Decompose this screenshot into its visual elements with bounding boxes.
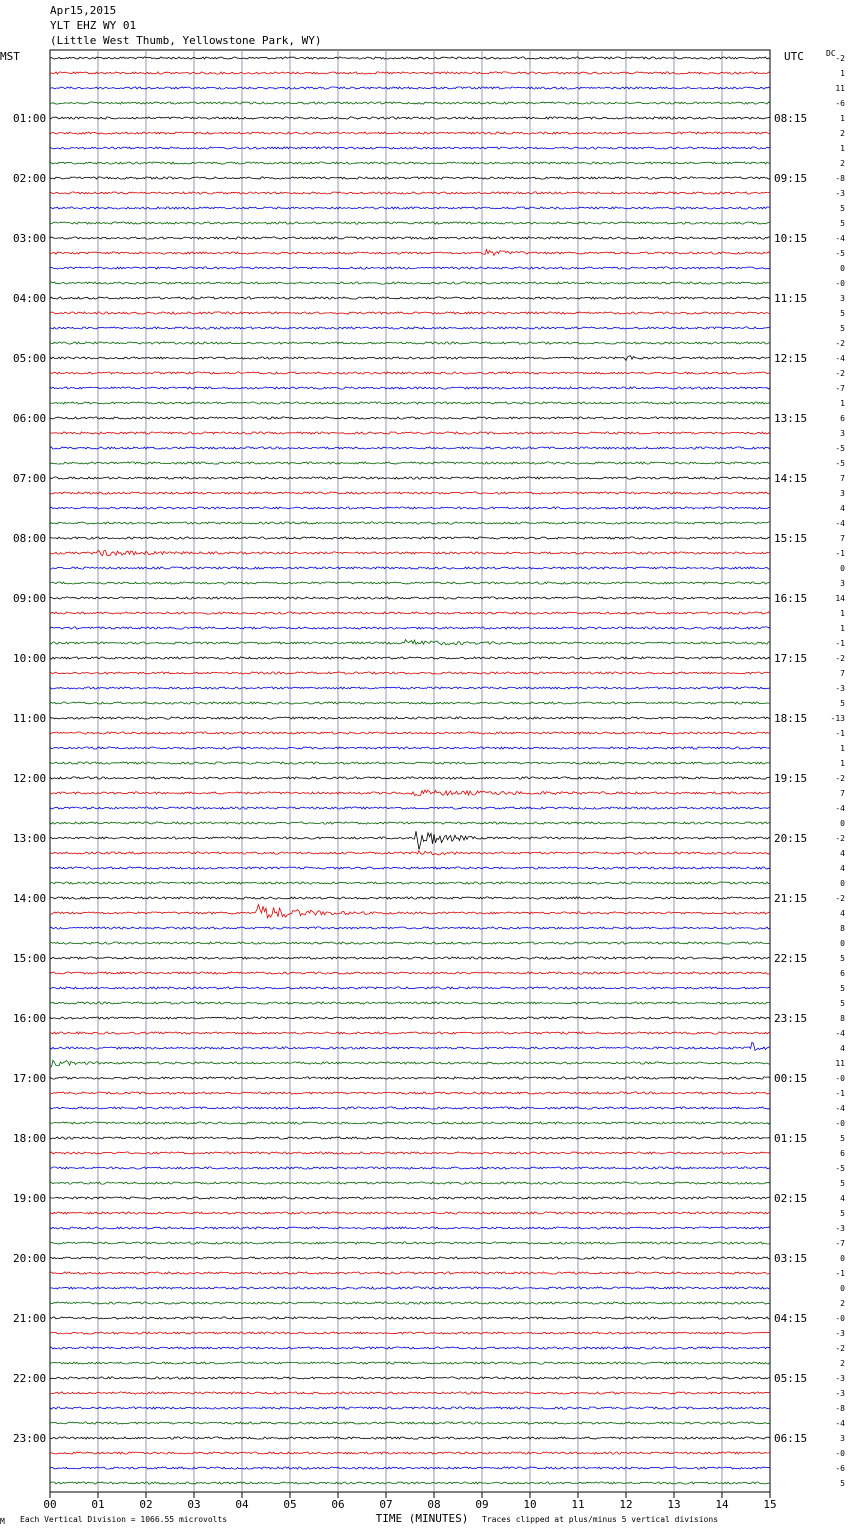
dc-offset-label: -6 xyxy=(835,99,845,108)
trace-12 xyxy=(50,237,770,239)
trace-51 xyxy=(50,822,770,824)
x-tick-label: 09 xyxy=(475,1498,489,1511)
dc-offset-label: 4 xyxy=(840,504,845,513)
mst-zone-label: MST xyxy=(0,50,20,63)
utc-zone-label: UTC xyxy=(784,50,804,63)
mst-hour-label: 21:00 xyxy=(13,1312,47,1325)
station-location: (Little West Thumb, Yellowstone Park, WY) xyxy=(50,34,322,47)
dc-offset-label: 5 xyxy=(840,1209,845,1218)
trace-44 xyxy=(50,717,770,719)
trace-7 xyxy=(50,162,770,164)
trace-90 xyxy=(50,1407,770,1409)
dc-offset-label: -7 xyxy=(835,1239,845,1248)
mst-hour-label: 19:00 xyxy=(13,1192,47,1205)
mst-hour-labels xyxy=(13,112,46,1445)
trace-43 xyxy=(50,702,770,704)
utc-hour-label: 15:15 xyxy=(774,532,808,545)
dc-offset-label: -2 xyxy=(835,1344,845,1353)
trace-85 xyxy=(50,1332,770,1334)
mst-hour-label: 06:00 xyxy=(13,412,47,425)
corner-mark: M xyxy=(0,1517,5,1526)
mst-hour-label: 23:00 xyxy=(13,1432,47,1445)
trace-60 xyxy=(50,957,770,959)
trace-34 xyxy=(50,567,770,569)
trace-18 xyxy=(50,327,770,329)
dc-offset-label: 0 xyxy=(840,819,845,828)
utc-hour-label: 17:15 xyxy=(774,652,808,665)
mst-hour-label: 02:00 xyxy=(13,172,47,185)
dc-offset-label: -1 xyxy=(835,639,845,648)
seismic-traces xyxy=(50,57,770,1484)
utc-hour-label: 05:15 xyxy=(774,1372,808,1385)
dc-offset-label: 5 xyxy=(840,984,845,993)
dc-offset-label: -1 xyxy=(835,1269,845,1278)
trace-82 xyxy=(50,1287,770,1289)
trace-87 xyxy=(50,1362,770,1364)
trace-1 xyxy=(50,72,770,74)
dc-offset-label: -8 xyxy=(835,1404,845,1413)
trace-69 xyxy=(50,1092,770,1094)
dc-offset-label: 4 xyxy=(840,1044,845,1053)
trace-15 xyxy=(50,282,770,284)
dc-offset-label: 2 xyxy=(840,1359,845,1368)
dc-offset-label: 5 xyxy=(840,204,845,213)
dc-offset-label: 0 xyxy=(840,1254,845,1263)
trace-27 xyxy=(50,462,770,464)
trace-38 xyxy=(50,627,770,629)
trace-61 xyxy=(50,972,770,974)
utc-hour-label: 23:15 xyxy=(774,1012,808,1025)
trace-50 xyxy=(50,807,770,809)
utc-hour-label: 19:15 xyxy=(774,772,808,785)
plot-grid xyxy=(50,50,770,1492)
trace-26 xyxy=(50,447,770,449)
x-tick-label: 14 xyxy=(715,1498,729,1511)
dc-offset-label: 1 xyxy=(840,759,845,768)
trace-11 xyxy=(50,222,770,224)
dc-offset-label: 1 xyxy=(840,114,845,123)
dc-offset-label: 1 xyxy=(840,399,845,408)
dc-offset-label: -4 xyxy=(835,1104,845,1113)
dc-offset-label: -3 xyxy=(835,1224,845,1233)
utc-hour-label: 08:15 xyxy=(774,112,808,125)
dc-offset-label: 5 xyxy=(840,1179,845,1188)
mst-hour-label: 09:00 xyxy=(13,592,47,605)
trace-21 xyxy=(50,372,770,374)
trace-55 xyxy=(50,882,770,884)
trace-13 xyxy=(50,250,770,256)
trace-5 xyxy=(50,132,770,134)
x-tick-label: 06 xyxy=(331,1498,345,1511)
trace-0 xyxy=(50,57,770,59)
dc-offset-label: 3 xyxy=(840,489,845,498)
trace-42 xyxy=(50,687,770,689)
x-tick-label: 03 xyxy=(187,1498,201,1511)
mst-hour-label: 01:00 xyxy=(13,112,47,125)
dc-offset-label: 2 xyxy=(840,1299,845,1308)
mst-hour-label: 17:00 xyxy=(13,1072,47,1085)
mst-hour-label: 11:00 xyxy=(13,712,47,725)
trace-49 xyxy=(50,790,770,795)
dc-offset-label: 4 xyxy=(840,1194,845,1203)
dc-offset-label: -4 xyxy=(835,804,845,813)
trace-45 xyxy=(50,732,770,734)
dc-offset-label: -5 xyxy=(835,459,845,468)
dc-offset-label: 0 xyxy=(840,879,845,888)
x-tick-label: 05 xyxy=(283,1498,297,1511)
trace-76 xyxy=(50,1197,770,1199)
trace-20 xyxy=(50,356,770,361)
trace-80 xyxy=(50,1257,770,1259)
trace-14 xyxy=(50,267,770,269)
plot-date: Apr15,2015 xyxy=(50,4,117,17)
x-tick-label: 11 xyxy=(571,1498,585,1511)
dc-offset-label: -4 xyxy=(835,354,845,363)
dc-offset-label: -1 xyxy=(835,1089,845,1098)
trace-65 xyxy=(50,1032,770,1034)
dc-offset-label: 3 xyxy=(840,1434,845,1443)
dc-offset-label: -3 xyxy=(835,684,845,693)
trace-36 xyxy=(50,597,770,599)
trace-40 xyxy=(50,657,770,659)
trace-25 xyxy=(50,432,770,434)
utc-hour-label: 04:15 xyxy=(774,1312,808,1325)
dc-offset-label: 8 xyxy=(840,1014,845,1023)
x-tick-label: 10 xyxy=(523,1498,537,1511)
clip-note: Traces clipped at plus/minus 5 vertical divisions xyxy=(482,1515,719,1524)
dc-offset-label: -5 xyxy=(835,249,845,258)
trace-6 xyxy=(50,147,770,149)
dc-offset-label: 1 xyxy=(840,144,845,153)
dc-offset-label: 0 xyxy=(840,1284,845,1293)
dc-offset-label: 5 xyxy=(840,1479,845,1488)
trace-72 xyxy=(50,1137,770,1139)
utc-hour-label: 03:15 xyxy=(774,1252,808,1265)
dc-offset-label: 2 xyxy=(840,129,845,138)
trace-79 xyxy=(50,1242,770,1244)
dc-offset-label: 11 xyxy=(835,84,845,93)
dc-offset-label: -4 xyxy=(835,234,845,243)
trace-81 xyxy=(50,1272,770,1274)
trace-95 xyxy=(50,1482,770,1484)
trace-70 xyxy=(50,1107,770,1109)
trace-68 xyxy=(50,1077,770,1079)
mst-hour-label: 12:00 xyxy=(13,772,47,785)
mst-hour-label: 10:00 xyxy=(13,652,47,665)
dc-offset-label: -0 xyxy=(835,1314,845,1323)
trace-63 xyxy=(50,1002,770,1004)
trace-37 xyxy=(50,612,770,614)
dc-offset-label: 6 xyxy=(840,414,845,423)
trace-89 xyxy=(50,1392,770,1394)
mst-hour-label: 22:00 xyxy=(13,1372,47,1385)
trace-22 xyxy=(50,387,770,389)
trace-2 xyxy=(50,87,770,89)
trace-92 xyxy=(50,1437,770,1439)
trace-48 xyxy=(50,777,770,779)
dc-offset-label: 3 xyxy=(840,579,845,588)
dc-offset-label: -0 xyxy=(835,279,845,288)
dc-offset-label: 5 xyxy=(840,324,845,333)
dc-offset-label: -0 xyxy=(835,1074,845,1083)
dc-offset-label: 5 xyxy=(840,699,845,708)
trace-84 xyxy=(50,1317,770,1319)
mst-hour-label: 20:00 xyxy=(13,1252,47,1265)
dc-offset-label: 4 xyxy=(840,909,845,918)
dc-offset-label: 2 xyxy=(840,159,845,168)
dc-offset-label: -1 xyxy=(835,549,845,558)
dc-offset-label: -2 xyxy=(835,774,845,783)
trace-41 xyxy=(50,672,770,674)
dc-offset-label: 5 xyxy=(840,954,845,963)
trace-8 xyxy=(50,177,770,179)
dc-offset-label: -6 xyxy=(835,1464,845,1473)
mst-hour-label: 18:00 xyxy=(13,1132,47,1145)
trace-58 xyxy=(50,927,770,929)
dc-offset-labels xyxy=(831,54,846,1488)
dc-offset-label: -8 xyxy=(835,174,845,183)
dc-offset-label: 1 xyxy=(840,624,845,633)
trace-64 xyxy=(50,1017,770,1019)
dc-offset-label: 11 xyxy=(835,1059,845,1068)
dc-offset-label: 0 xyxy=(840,264,845,273)
mst-hour-label: 04:00 xyxy=(13,292,47,305)
utc-hour-label: 21:15 xyxy=(774,892,808,905)
x-tick-label: 12 xyxy=(619,1498,633,1511)
mst-hour-label: 14:00 xyxy=(13,892,47,905)
dc-offset-label: 5 xyxy=(840,309,845,318)
dc-offset-label: 8 xyxy=(840,924,845,933)
trace-23 xyxy=(50,402,770,404)
dc-offset-label: -3 xyxy=(835,1374,845,1383)
trace-73 xyxy=(50,1152,770,1154)
trace-39 xyxy=(50,640,770,645)
dc-offset-label: -2 xyxy=(835,654,845,663)
dc-offset-label: 14 xyxy=(835,594,845,603)
trace-31 xyxy=(50,522,770,524)
trace-57 xyxy=(50,905,770,918)
x-tick-label: 02 xyxy=(139,1498,153,1511)
trace-9 xyxy=(50,192,770,194)
dc-offset-label: -3 xyxy=(835,189,845,198)
utc-hour-label: 20:15 xyxy=(774,832,808,845)
trace-56 xyxy=(50,897,770,899)
trace-93 xyxy=(50,1452,770,1454)
trace-53 xyxy=(50,851,770,855)
utc-hour-label: 02:15 xyxy=(774,1192,808,1205)
trace-77 xyxy=(50,1212,770,1214)
utc-hour-label: 10:15 xyxy=(774,232,808,245)
utc-hour-label: 18:15 xyxy=(774,712,808,725)
utc-hour-label: 11:15 xyxy=(774,292,808,305)
dc-offset-label: 5 xyxy=(840,999,845,1008)
dc-offset-label: -13 xyxy=(830,714,845,723)
dc-offset-label: -2 xyxy=(835,894,845,903)
dc-offset-label: 6 xyxy=(840,969,845,978)
utc-hour-label: 22:15 xyxy=(774,952,808,965)
trace-24 xyxy=(50,417,770,419)
dc-offset-label: 7 xyxy=(840,534,845,543)
dc-offset-label: 7 xyxy=(840,474,845,483)
mst-hour-label: 05:00 xyxy=(13,352,47,365)
x-axis-ticks xyxy=(43,1492,776,1511)
scale-note: Each Vertical Division = 1066.55 microvolts xyxy=(20,1515,228,1524)
trace-59 xyxy=(50,942,770,944)
trace-47 xyxy=(50,762,770,764)
x-tick-label: 04 xyxy=(235,1498,249,1511)
utc-hour-label: 12:15 xyxy=(774,352,808,365)
trace-91 xyxy=(50,1422,770,1424)
trace-74 xyxy=(50,1167,770,1169)
dc-offset-label: 3 xyxy=(840,429,845,438)
dc-offset-label: -2 xyxy=(835,834,845,843)
trace-33 xyxy=(50,550,770,555)
trace-16 xyxy=(50,297,770,299)
dc-offset-label: -2 xyxy=(835,54,845,63)
dc-offset-label: 3 xyxy=(840,294,845,303)
trace-75 xyxy=(50,1182,770,1184)
station-code: YLT EHZ WY 01 xyxy=(50,19,137,32)
dc-offset-label: -0 xyxy=(835,1119,845,1128)
x-tick-label: 13 xyxy=(667,1498,681,1511)
dc-offset-label: 5 xyxy=(840,1134,845,1143)
dc-offset-label: 1 xyxy=(840,609,845,618)
dc-offset-label: 0 xyxy=(840,564,845,573)
dc-offset-label: 4 xyxy=(840,864,845,873)
dc-offset-label: -2 xyxy=(835,369,845,378)
x-tick-label: 08 xyxy=(427,1498,441,1511)
dc-offset-label: 7 xyxy=(840,789,845,798)
trace-3 xyxy=(50,102,770,104)
dc-offset-label: 5 xyxy=(840,219,845,228)
dc-offset-label: 1 xyxy=(840,69,845,78)
trace-62 xyxy=(50,987,770,989)
dc-offset-label: -5 xyxy=(835,444,845,453)
trace-52 xyxy=(50,831,770,849)
trace-88 xyxy=(50,1377,770,1379)
trace-67 xyxy=(50,1060,770,1067)
dc-offset-label: -4 xyxy=(835,519,845,528)
trace-83 xyxy=(50,1302,770,1304)
dc-offset-label: 1 xyxy=(840,744,845,753)
trace-10 xyxy=(50,207,770,209)
trace-78 xyxy=(50,1227,770,1229)
trace-29 xyxy=(50,492,770,494)
mst-hour-label: 15:00 xyxy=(13,952,47,965)
utc-hour-label: 13:15 xyxy=(774,412,808,425)
utc-hour-label: 00:15 xyxy=(774,1072,808,1085)
utc-hour-label: 09:15 xyxy=(774,172,808,185)
trace-54 xyxy=(50,867,770,869)
trace-66 xyxy=(50,1042,770,1050)
mst-hour-label: 08:00 xyxy=(13,532,47,545)
mst-hour-label: 16:00 xyxy=(13,1012,47,1025)
mst-hour-label: 03:00 xyxy=(13,232,47,245)
dc-offset-label: -2 xyxy=(835,339,845,348)
dc-offset-label: -7 xyxy=(835,384,845,393)
dc-offset-label: -4 xyxy=(835,1419,845,1428)
x-tick-label: 15 xyxy=(763,1498,777,1511)
trace-17 xyxy=(50,312,770,314)
dc-offset-label: -3 xyxy=(835,1329,845,1338)
trace-30 xyxy=(50,507,770,509)
plot-frame xyxy=(50,50,770,1492)
utc-hour-label: 16:15 xyxy=(774,592,808,605)
trace-28 xyxy=(50,477,770,479)
dc-offset-label: 6 xyxy=(840,1149,845,1158)
utc-hour-label: 06:15 xyxy=(774,1432,808,1445)
dc-offset-label: -0 xyxy=(835,1449,845,1458)
utc-hour-label: 14:15 xyxy=(774,472,808,485)
dc-offset-label: -1 xyxy=(835,729,845,738)
dc-offset-label: -4 xyxy=(835,1029,845,1038)
trace-32 xyxy=(50,537,770,539)
dc-offset-label: 4 xyxy=(840,849,845,858)
x-tick-label: 07 xyxy=(379,1498,393,1511)
trace-94 xyxy=(50,1467,770,1469)
trace-35 xyxy=(50,582,770,584)
trace-71 xyxy=(50,1122,770,1124)
trace-19 xyxy=(50,342,770,344)
x-tick-label: 01 xyxy=(91,1498,105,1511)
dc-offset-label: 0 xyxy=(840,939,845,948)
dc-offset-label: 7 xyxy=(840,669,845,678)
dc-offset-label: -3 xyxy=(835,1389,845,1398)
x-tick-label: 00 xyxy=(43,1498,57,1511)
x-axis-label: TIME (MINUTES) xyxy=(375,1512,469,1525)
dc-offset-label: -5 xyxy=(835,1164,845,1173)
utc-hour-labels xyxy=(774,112,807,1445)
dc-label: DC xyxy=(826,49,836,58)
trace-46 xyxy=(50,747,770,749)
utc-hour-label: 01:15 xyxy=(774,1132,808,1145)
trace-4 xyxy=(50,117,770,119)
mst-hour-label: 13:00 xyxy=(13,832,47,845)
mst-hour-label: 07:00 xyxy=(13,472,47,485)
trace-86 xyxy=(50,1347,770,1349)
